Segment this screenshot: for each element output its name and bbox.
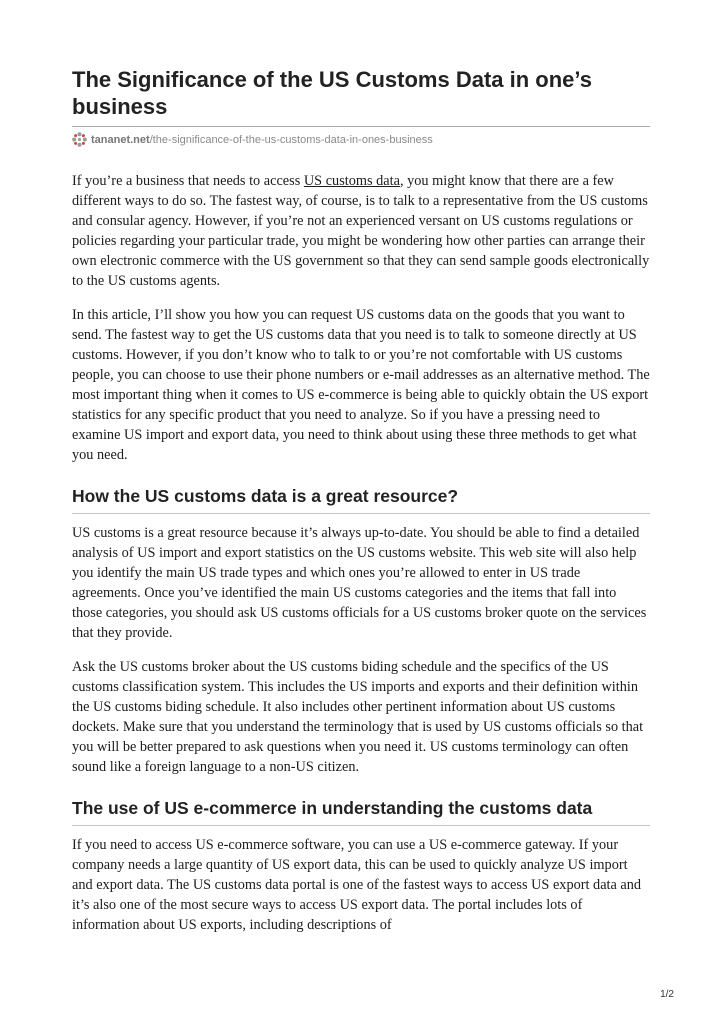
intro-paragraph-1 bbox=[72, 171, 650, 291]
title-divider bbox=[72, 126, 650, 127]
intro-paragraph-2: In this article, I’ll show you how you can request US customs data on the goods that you want to send. The fastest way to get the US customs data that you need is to talk to someone directly at US customs. However, if you don’t know who to talk to or you’re not comfortable with US customs people, you can choose to use their phone numbers or e-mail addresses as an alternative method. The most important thing when it comes to US e-commerce is being able to quickly obtain the US export statistics for any specific product that you need to analyze. So if you have a pressing need to examine US import and export data, you need to think about using these three methods to get what you need. bbox=[72, 307, 650, 463]
section-heading-ecommerce: The use of US e-commerce in understanding the customs data bbox=[72, 798, 593, 818]
section1-paragraph-2: Ask the US customs broker about the US customs biding schedule and the specifics of the US customs classification system. This includes the US imports and exports and their definition within the US customs biding schedule. It also includes other pertinent information about US customs dockets. Make sure that you understand the terminology that is used by US customs officials so that you will be better prepared to ask questions when you need it. US customs terminology can often sound like a foreign language to a non-US citizen. bbox=[72, 659, 644, 775]
section2-paragraph-1: If you need to access US e-commerce software, you can use a US e-commerce gateway. If your company needs a large quantity of US export data, this can be used to quickly analyze US import and export data. The US customs data portal is one of the fastest ways to access US export data and it’s also one of the most secure ways to access US export data. The portal includes lots of information about US exports, including descriptions of bbox=[72, 837, 642, 933]
source-domain[interactable]: tananet.net bbox=[91, 133, 150, 146]
source-line bbox=[72, 132, 650, 147]
intro-text-before-link: If you’re a business that needs to access bbox=[72, 173, 304, 189]
section1-paragraph-1: US customs is a great resource because it’s always up-to-date. You should be able to find a detailed analysis of US import and export statistics on the US customs website. This web site will also help you identify the main US trade types and which ones you’re allowed to enter in US trade agreements. Once you’ve identified the main US customs categories and the items that fall into those categories, you should ask US customs officials for a US customs broker quote on the services that they provide. bbox=[72, 525, 647, 641]
us-customs-data-link[interactable]: US customs data bbox=[303, 173, 400, 189]
section-divider bbox=[72, 513, 650, 514]
section-heading-great-resource: How the US customs data is a great resource? bbox=[72, 486, 459, 506]
page-title: The Significance of the US Customs Data in one’s business bbox=[72, 67, 592, 119]
page-number: 1/2 bbox=[660, 989, 674, 1000]
document-page bbox=[72, 66, 650, 949]
tananet-logo-icon bbox=[72, 132, 87, 147]
source-path[interactable]: /the-significance-of-the-us-customs-data-in-ones-business bbox=[149, 133, 433, 146]
intro-text-after-link: , you might know that there are a few different ways to do so. The fastest way, of course, is to talk to a representative from the US customs and consular agency. However, if you’re not an experienced versant on US customs regulations or policies regarding your particular trade, you might be wondering how other parties can arrange their own electronic commerce with the US government so that they can send sample goods electronically to the US customs agents. bbox=[72, 173, 650, 289]
section-divider bbox=[72, 825, 650, 826]
